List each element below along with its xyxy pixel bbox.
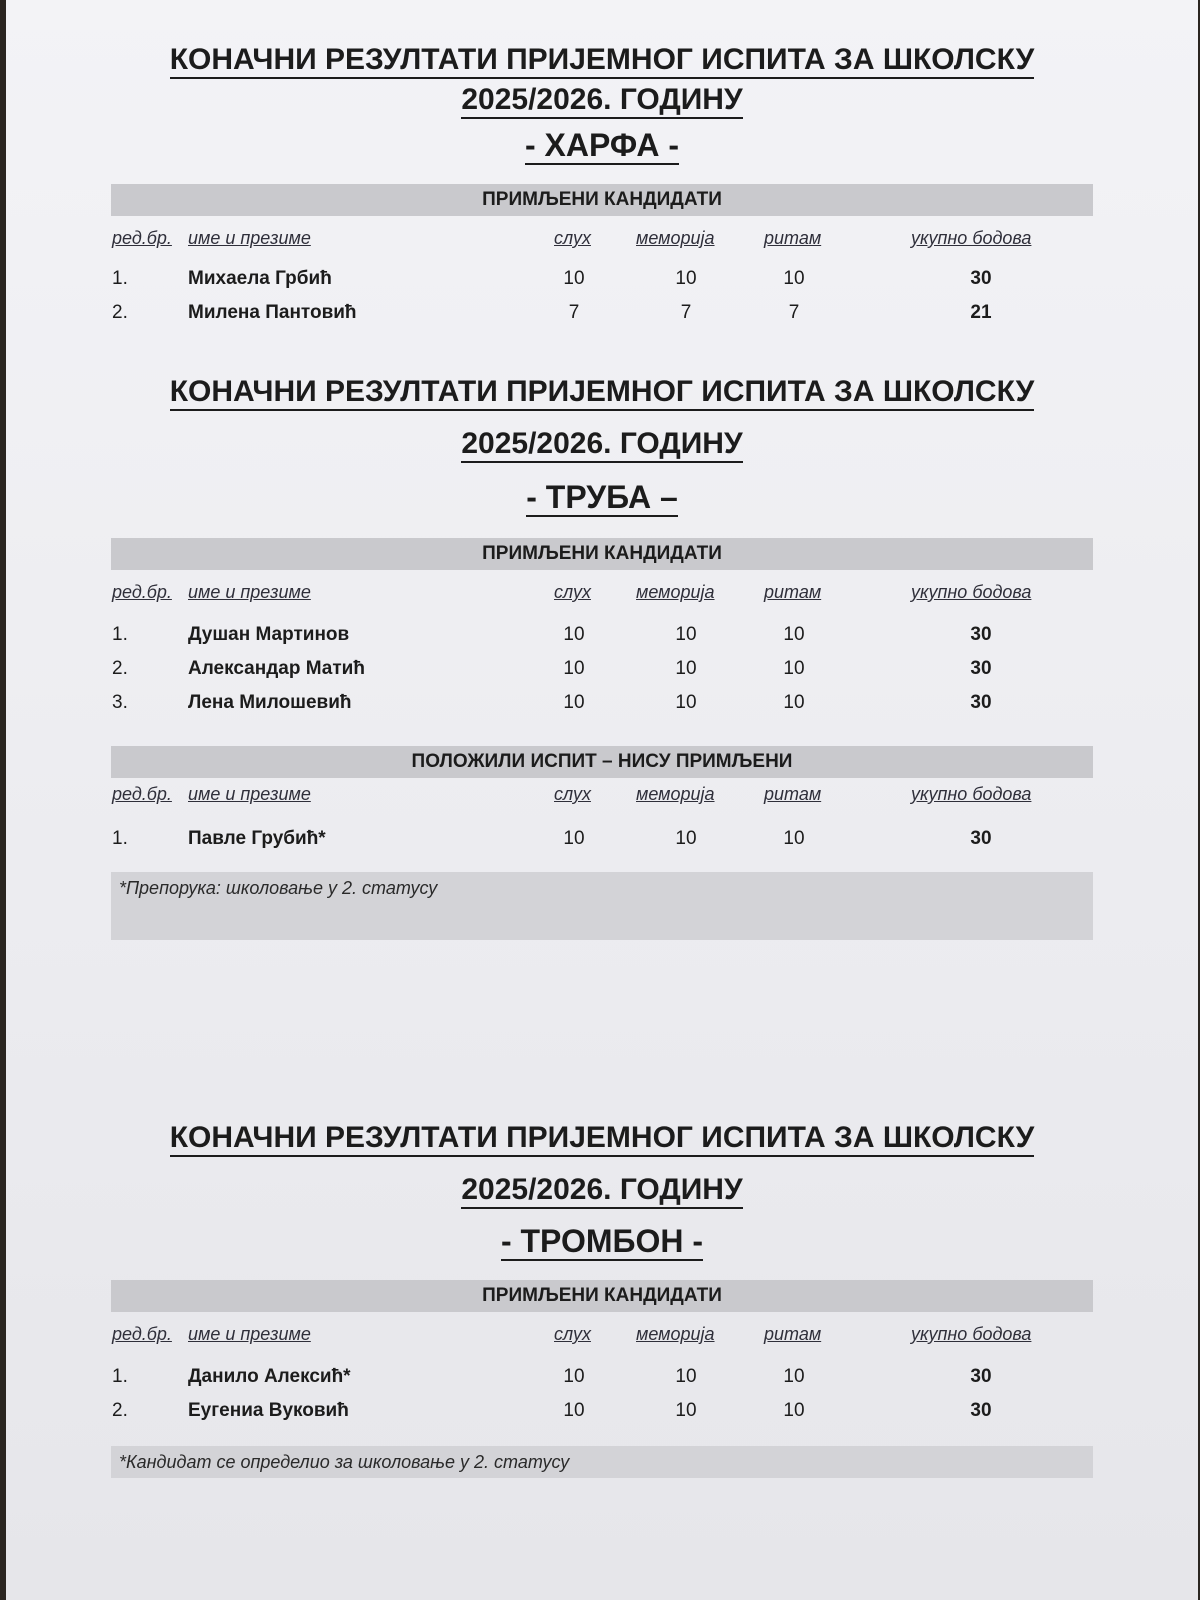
group-bar: ПРИМЉЕНИ КАНДИДАТИ	[111, 538, 1093, 570]
instrument-title: - ХАРФА -	[524, 127, 680, 163]
document-page	[6, 0, 1198, 1600]
table-header: ред.бр. име и презиме слух меморија ритам укупно бодова	[112, 1324, 1032, 1344]
group-bar: ПОЛОЖИЛИ ИСПИТ – НИСУ ПРИМЉЕНИ	[111, 746, 1093, 778]
instrument-title: - ТРУБА –	[526, 479, 678, 515]
group-bar: ПРИМЉЕНИ КАНДИДАТИ	[111, 184, 1093, 216]
table-row: 2. Еугениа Вуковић 10 10 10 30	[112, 1400, 992, 1421]
table-row: 1. Михаела Грбић 10 10 10 30	[112, 268, 992, 289]
col-total: укупно бодова	[911, 228, 1032, 248]
table-header	[6, 222, 1198, 256]
section-harfa	[6, 40, 1198, 330]
col-no: ред.бр.	[112, 228, 172, 248]
table-row: 2. Милена Пантовић 7 7 7 21	[112, 302, 992, 323]
col-name: име и презиме	[188, 228, 311, 248]
section-truba	[6, 372, 1198, 940]
heading-line-1: КОНАЧНИ РЕЗУЛТАТИ ПРИЈЕМНОГ ИСПИТА ЗА ШКОЛСКУ	[6, 1118, 1198, 1158]
table-row: 3. Лена Милошевић 10 10 10 30	[112, 692, 992, 713]
footnote: *Кандидат се определио за школовање у 2. статусу	[111, 1446, 1093, 1478]
heading-line-2: 2025/2026. ГОДИНУ	[6, 80, 1198, 120]
heading-line-1: КОНАЧНИ РЕЗУЛТАТИ ПРИЈЕМНОГ ИСПИТА ЗА ШКОЛСКУ	[6, 40, 1198, 80]
group-bar: ПРИМЉЕНИ КАНДИДАТИ	[111, 1280, 1093, 1312]
footnote: *Препорука: школовање у 2. статусу	[111, 872, 1093, 940]
table-row: 1. Душан Мартинов 10 10 10 30	[112, 624, 992, 645]
table-header: ред.бр. име и презиме слух меморија ритам укупно бодова	[112, 784, 1032, 804]
instrument-title: - ТРОМБОН -	[500, 1223, 704, 1259]
col-ritam: ритам	[764, 228, 822, 248]
heading-line-2: 2025/2026. ГОДИНУ	[6, 1170, 1198, 1210]
col-sluh: слух	[554, 228, 591, 248]
table-header: ред.бр. име и презиме слух меморија ритам укупно бодова	[112, 582, 1032, 602]
table-row: 1. Павле Грубић* 10 10 10 30	[112, 828, 992, 849]
col-memorija: меморија	[636, 228, 715, 248]
section-trombon	[6, 1118, 1198, 1478]
heading-line-1: КОНАЧНИ РЕЗУЛТАТИ ПРИЈЕМНОГ ИСПИТА ЗА ШКОЛСКУ	[6, 372, 1198, 412]
table-row: 1. Данило Алексић* 10 10 10 30	[112, 1366, 992, 1387]
table-row: 2. Александар Матић 10 10 10 30	[112, 658, 992, 679]
heading-line-2: 2025/2026. ГОДИНУ	[6, 424, 1198, 464]
